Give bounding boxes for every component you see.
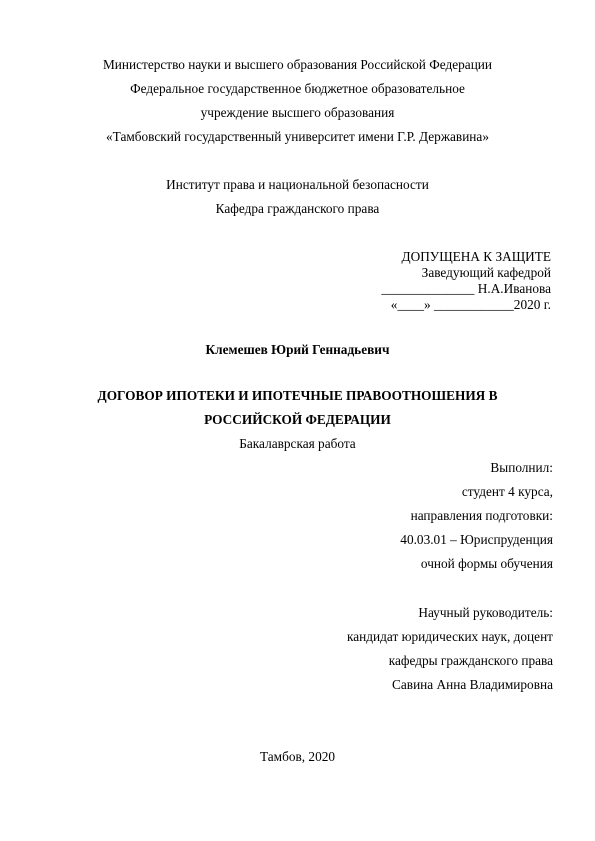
performer-study-form: очной формы обучения: [420, 556, 553, 571]
approval-signature-line: ______________ Н.А.Иванова: [381, 281, 551, 296]
city-year: Тамбов, 2020: [259, 749, 336, 764]
performer-course: студент 4 курса,: [461, 484, 553, 499]
ministry-line: Министерство науки и высшего образования Российской Федерации: [102, 57, 493, 72]
performer-direction: 40.03.01 – Юриспруденция: [400, 532, 553, 547]
supervisor-degree: кандидат юридических наук, доцент: [346, 629, 553, 644]
performer-label: Выполнил:: [490, 460, 553, 475]
approval-title: ДОПУЩЕНА К ЗАЩИТЕ: [401, 249, 551, 264]
performer-direction-label: направления подготовки:: [410, 508, 553, 523]
supervisor-name: Савина Анна Владимировна: [392, 677, 553, 692]
approval-date-line: «____» ____________2020 г.: [390, 297, 551, 312]
thesis-type: Бакалаврская работа: [239, 436, 356, 451]
supervisor-department: кафедры гражданского права: [388, 653, 553, 668]
institute-name: Институт права и национальной безопасности: [166, 177, 429, 192]
thesis-title-line-2: РОССИЙСКОЙ ФЕДЕРАЦИИ: [204, 412, 391, 427]
department-name: Кафедра гражданского права: [215, 201, 380, 216]
institution-line-2: учреждение высшего образования: [200, 105, 395, 120]
author-name: Клемешев Юрий Геннадьевич: [205, 342, 390, 357]
thesis-title-line-1: ДОГОВОР ИПОТЕКИ И ИПОТЕЧНЫЕ ПРАВООТНОШЕНИЯ В: [97, 388, 498, 403]
university-name: «Тамбовский государственный университет имени Г.Р. Державина»: [106, 129, 489, 144]
institution-line-1: Федеральное государственное бюджетное образовательное: [130, 81, 465, 96]
approval-role: Заведующий кафедрой: [421, 265, 551, 280]
supervisor-label: Научный руководитель:: [418, 605, 553, 620]
